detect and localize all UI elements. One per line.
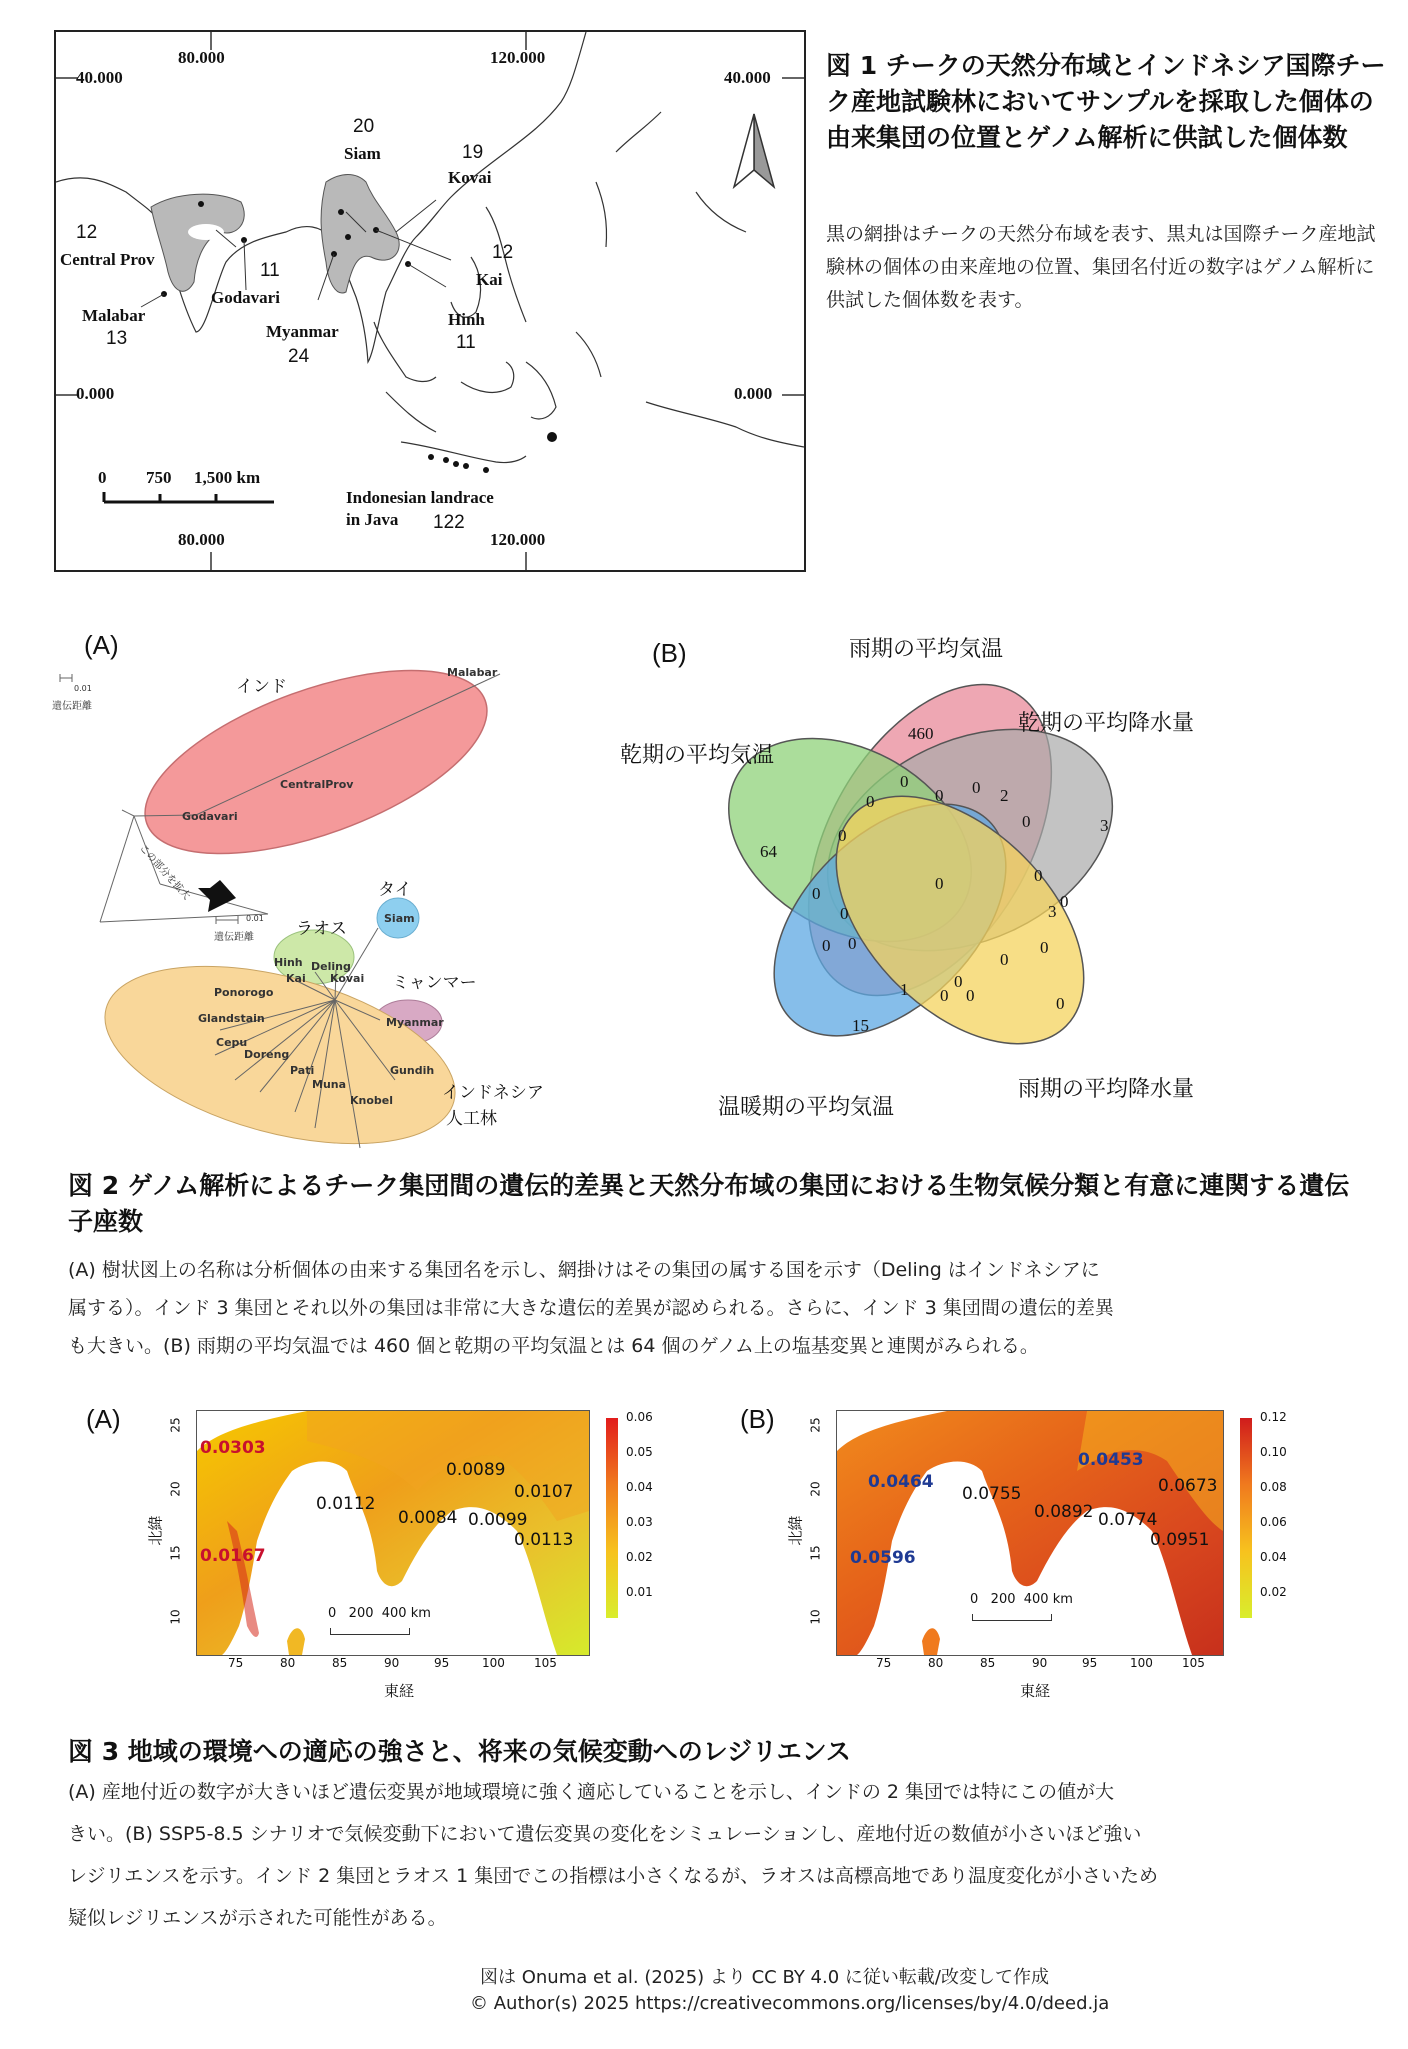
- grid-label-right-0: 0.000: [734, 384, 773, 403]
- fig3a-ylabel: 北緯: [146, 1515, 165, 1546]
- tree-myanmar-pop: Myanmar: [386, 1016, 444, 1029]
- tree-kai: Kai: [286, 972, 306, 985]
- fig3b-xlabel: 東経: [1020, 1682, 1051, 1700]
- tree-pati: Pati: [290, 1064, 315, 1077]
- legend-b-4: 0.06: [1260, 1515, 1287, 1529]
- legend-b-2: 0.10: [1260, 1445, 1287, 1459]
- fig3b-scalebar-line: [972, 1614, 1052, 1621]
- fig2-panel-a: (A): [84, 630, 119, 660]
- fig2-panel-b: (B): [652, 638, 687, 668]
- hinh-label: Hinh: [448, 310, 485, 329]
- venn-0-p: 0: [940, 986, 949, 1005]
- kovai-count: 19: [462, 142, 484, 163]
- kai-label: Kai: [476, 270, 503, 289]
- ytick-a-25: 25: [168, 1417, 183, 1433]
- legend-a-5: 0.02: [626, 1550, 653, 1564]
- venn-0-h: 0: [840, 904, 849, 923]
- grid-label-left-40: 40.000: [76, 68, 123, 87]
- kovai-label: Kovai: [448, 168, 492, 187]
- tree-laos: ラオス: [296, 919, 347, 939]
- venn-3b: 3: [1048, 902, 1057, 921]
- xtick-b-105: 105: [1182, 1656, 1205, 1670]
- tree-knobel: Knobel: [350, 1094, 394, 1107]
- venn-0-c: 0: [972, 778, 981, 797]
- tree-godavari: Godavari: [182, 810, 238, 823]
- central-label: Central Prov: [60, 250, 155, 269]
- a-val-7: 0.0099: [468, 1510, 528, 1530]
- venn-0-k: 0: [1034, 866, 1043, 885]
- xtick-b-85: 85: [980, 1656, 996, 1670]
- fig3a-legend-labels: [626, 1410, 686, 1630]
- malabar-count: 13: [106, 328, 128, 349]
- tree-scale-top-label: 遺伝距離: [52, 701, 92, 712]
- tree-deling: Deling: [311, 960, 351, 973]
- grid-label-bottom-120: 120.000: [490, 530, 546, 549]
- venn-rain-temp: 雨期の平均気温: [849, 637, 1004, 662]
- legend-a-3: 0.04: [626, 1480, 653, 1494]
- venn-0-g: 0: [812, 884, 821, 903]
- myanmar-label: Myanmar: [266, 322, 339, 341]
- fig3a-scalebar-line: [330, 1628, 410, 1635]
- a-val-1: 0.0303: [200, 1438, 266, 1458]
- tree-gundih: Gundih: [390, 1064, 435, 1077]
- venn-0-n: 0: [1000, 950, 1009, 969]
- venn-0-center: 0: [935, 874, 944, 893]
- scale-mid: 750: [146, 468, 172, 487]
- xtick-b-75: 75: [876, 1656, 892, 1670]
- venn-460: 460: [908, 724, 934, 743]
- fig3-title: 図 3 地域の環境への適応の強さと、将来の気候変動へのレジリエンス: [68, 1737, 851, 1766]
- tree-scale-mid-value: 0.01: [246, 914, 264, 923]
- grid-label-bottom-80: 80.000: [178, 530, 225, 549]
- fig3b-legend-labels: [1260, 1410, 1320, 1630]
- b-val-1: 0.0464: [868, 1472, 934, 1492]
- legend-a-6: 0.01: [626, 1585, 653, 1599]
- venn-dry-temp: 乾期の平均気温: [620, 743, 775, 768]
- a-val-5: 0.0107: [514, 1482, 574, 1502]
- godavari-label: Godavari: [211, 288, 280, 307]
- venn-0-o: 0: [954, 972, 963, 991]
- venn-3: 3: [1100, 816, 1109, 835]
- fig3-desc-4: 疑似レジリエンスが示された可能性がある。: [68, 1907, 447, 1929]
- venn-2: 2: [1000, 786, 1009, 805]
- fig3-panel-b: (B): [740, 1404, 775, 1434]
- tree-siam: Siam: [384, 912, 415, 925]
- fig3b-legend-bar: [1240, 1418, 1252, 1618]
- b-val-2: 0.0755: [962, 1484, 1022, 1504]
- legend-a-1: 0.06: [626, 1410, 653, 1424]
- xtick-b-80: 80: [928, 1656, 944, 1670]
- xtick-a-100: 100: [482, 1656, 505, 1670]
- a-val-4: 0.0089: [446, 1460, 506, 1480]
- fig2a-tree: [40, 650, 600, 1150]
- venn-0-i: 0: [822, 936, 831, 955]
- godavari-count: 11: [260, 260, 280, 281]
- b-val-6: 0.0892: [1034, 1502, 1094, 1522]
- fig3b-yticks: [808, 1410, 832, 1654]
- tree-thai: タイ: [378, 880, 412, 900]
- legend-b-6: 0.02: [1260, 1585, 1287, 1599]
- grid-label-left-0: 0.000: [76, 384, 115, 403]
- ytick-a-20: 20: [168, 1481, 183, 1497]
- credit-line-1: 図は Onuma et al. (2025) より CC BY 4.0 に従い転載/改変して作成: [480, 1967, 1049, 1988]
- venn-rain-precip: 雨期の平均降水量: [1018, 1077, 1195, 1102]
- ytick-a-15: 15: [168, 1545, 183, 1561]
- fig3a-yticks: [168, 1410, 192, 1654]
- credit-line-2: © Author(s) 2025 https://creativecommons.org/licenses/by/4.0/deed.ja: [470, 1993, 1110, 2014]
- tree-scale-mid-label: 遺伝距離: [214, 932, 254, 943]
- kai-count: 12: [492, 242, 514, 263]
- fig2-desc-3: も大きい。(B) 雨期の平均気温では 460 個と乾期の平均気温とは 64 個のゲノム上の塩基変異と連関がみられる。: [68, 1335, 1039, 1357]
- venn-64: 64: [760, 842, 777, 861]
- fig3a-xlabel: 東経: [384, 1682, 415, 1700]
- venn-0-m: 0: [1040, 938, 1049, 957]
- legend-b-5: 0.04: [1260, 1550, 1287, 1564]
- xtick-b-100: 100: [1130, 1656, 1153, 1670]
- fig3a-scalebar: 0 200 400 km: [328, 1606, 431, 1621]
- java-count: 122: [433, 512, 465, 533]
- tree-scale-top-value: 0.01: [74, 684, 92, 693]
- tree-expand-note: この部分を拡大: [136, 842, 192, 903]
- central-count: 12: [76, 222, 98, 243]
- tree-indonesia: インドネシア: [442, 1083, 544, 1103]
- ytick-b-20: 20: [808, 1481, 823, 1497]
- fig1-title: 図 1 チークの天然分布域とインドネシア国際チーク産地試験林においてサンプルを採取した個体の由来集団の位置とゲノム解析に供試した個体数: [826, 51, 1386, 152]
- fig2-desc-1: (A) 樹状図上の名称は分析個体の由来する集団名を示し、網掛けはその集団の属する国を示す（Deling はインドネシアに: [68, 1259, 1100, 1281]
- tree-doreng: Doreng: [244, 1048, 290, 1061]
- venn-0-yellow: 0: [1056, 994, 1065, 1013]
- venn-15: 15: [852, 1016, 869, 1035]
- xtick-a-80: 80: [280, 1656, 296, 1670]
- tree-ponorogo: Ponorogo: [214, 986, 274, 999]
- fig1-map: [54, 30, 806, 572]
- ytick-b-10: 10: [808, 1609, 823, 1625]
- fig3b-ylabel: 北緯: [786, 1515, 805, 1546]
- fig3-desc-3: レジリエンスを示す。インド 2 集団とラオス 1 集団でこの指標は小さくなるが、ラオスは高標高地であり温度変化が小さいため: [68, 1865, 1159, 1887]
- tree-kovai: Kovai: [330, 972, 365, 985]
- siam-label: Siam: [344, 144, 381, 163]
- hinh-count: 11: [456, 332, 476, 353]
- tree-glandstain: Glandstain: [198, 1012, 265, 1025]
- xtick-a-95: 95: [434, 1656, 450, 1670]
- a-val-3: 0.0167: [200, 1546, 266, 1566]
- tree-indonesia-2: 人工林: [446, 1109, 497, 1129]
- b-val-7: 0.0774: [1098, 1510, 1158, 1530]
- venn-0-q: 0: [966, 986, 975, 1005]
- java-label: Indonesian landrace: [346, 488, 494, 507]
- venn-0-a: 0: [900, 772, 909, 791]
- scale-zero: 0: [98, 468, 107, 487]
- xtick-a-105: 105: [534, 1656, 557, 1670]
- tree-india: インド: [236, 677, 287, 697]
- ytick-b-25: 25: [808, 1417, 823, 1433]
- grid-label-top-120: 120.000: [490, 48, 546, 67]
- ytick-a-10: 10: [168, 1609, 183, 1625]
- xtick-a-75: 75: [228, 1656, 244, 1670]
- ytick-b-15: 15: [808, 1545, 823, 1561]
- xtick-a-85: 85: [332, 1656, 348, 1670]
- legend-b-1: 0.12: [1260, 1410, 1287, 1424]
- a-val-8: 0.0113: [514, 1530, 574, 1550]
- fig3a-legend-bar: [606, 1418, 618, 1618]
- tree-hinh: Hinh: [274, 956, 303, 969]
- legend-b-3: 0.08: [1260, 1480, 1287, 1494]
- legend-a-2: 0.05: [626, 1445, 653, 1459]
- venn-0-j: 0: [848, 934, 857, 953]
- b-val-8: 0.0951: [1150, 1530, 1210, 1550]
- grid-label-top-80: 80.000: [178, 48, 225, 67]
- malabar-label: Malabar: [82, 306, 146, 325]
- venn-1: 1: [900, 980, 909, 999]
- java-label-2: in Java: [346, 510, 399, 529]
- scale-end: 1,500 km: [194, 468, 261, 487]
- myanmar-count: 24: [288, 346, 310, 367]
- tree-centralprov: CentralProv: [280, 778, 354, 791]
- venn-0-d: 0: [866, 792, 875, 811]
- fig2-title: 図 2 ゲノム解析によるチーク集団間の遺伝的差異と天然分布域の集団における生物気候分類と有意に連関する遺伝子座数: [68, 1171, 1350, 1236]
- a-val-6: 0.0084: [398, 1508, 458, 1528]
- b-val-3: 0.0596: [850, 1548, 916, 1568]
- fig2-desc-2: 属する）。インド 3 集団とそれ以外の集団は非常に大きな遺伝的差異が認められる。さらに、インド 3 集団間の遺伝的差異: [68, 1297, 1114, 1319]
- tree-myanmar: ミャンマー: [392, 973, 477, 993]
- xtick-a-90: 90: [384, 1656, 400, 1670]
- grid-label-right-40: 40.000: [724, 68, 771, 87]
- venn-0-l: 0: [1060, 892, 1069, 911]
- tree-malabar: Malabar: [447, 666, 498, 679]
- a-val-2: 0.0112: [316, 1494, 376, 1514]
- venn-dry-precip: 乾期の平均降水量: [1018, 711, 1195, 736]
- b-val-4: 0.0453: [1078, 1450, 1144, 1470]
- legend-a-4: 0.03: [626, 1515, 653, 1529]
- fig3-desc-1: (A) 産地付近の数字が大きいほど遺伝変異が地域環境に強く適応していることを示し、インドの 2 集団では特にこの値が大: [68, 1781, 1115, 1803]
- b-val-5: 0.0673: [1158, 1476, 1218, 1496]
- tree-muna: Muna: [312, 1078, 347, 1091]
- fig1-description: 黒の網掛はチークの天然分布域を表す、黒丸は国際チーク産地試験林の個体の由来産地の位置、集団名付近の数字はゲノム解析に供試した個体数を表す。: [826, 223, 1376, 311]
- venn-warm-temp: 温暖期の平均気温: [718, 1095, 895, 1120]
- venn-0-e: 0: [838, 826, 847, 845]
- fig3-panel-a: (A): [86, 1404, 121, 1434]
- fig3b-scalebar: 0 200 400 km: [970, 1592, 1073, 1607]
- tree-cepu: Cepu: [216, 1036, 248, 1049]
- north-arrow-icon: [734, 114, 774, 187]
- xtick-b-95: 95: [1082, 1656, 1098, 1670]
- venn-0-f: 0: [1022, 812, 1031, 831]
- venn-0-b: 0: [935, 786, 944, 805]
- fig3-desc-2: きい。(B) SSP5-8.5 シナリオで気候変動下において遺伝変異の変化をシミュレーションし、産地付近の数値が小さいほど強い: [68, 1823, 1142, 1845]
- xtick-b-90: 90: [1032, 1656, 1048, 1670]
- siam-count: 20: [353, 116, 375, 137]
